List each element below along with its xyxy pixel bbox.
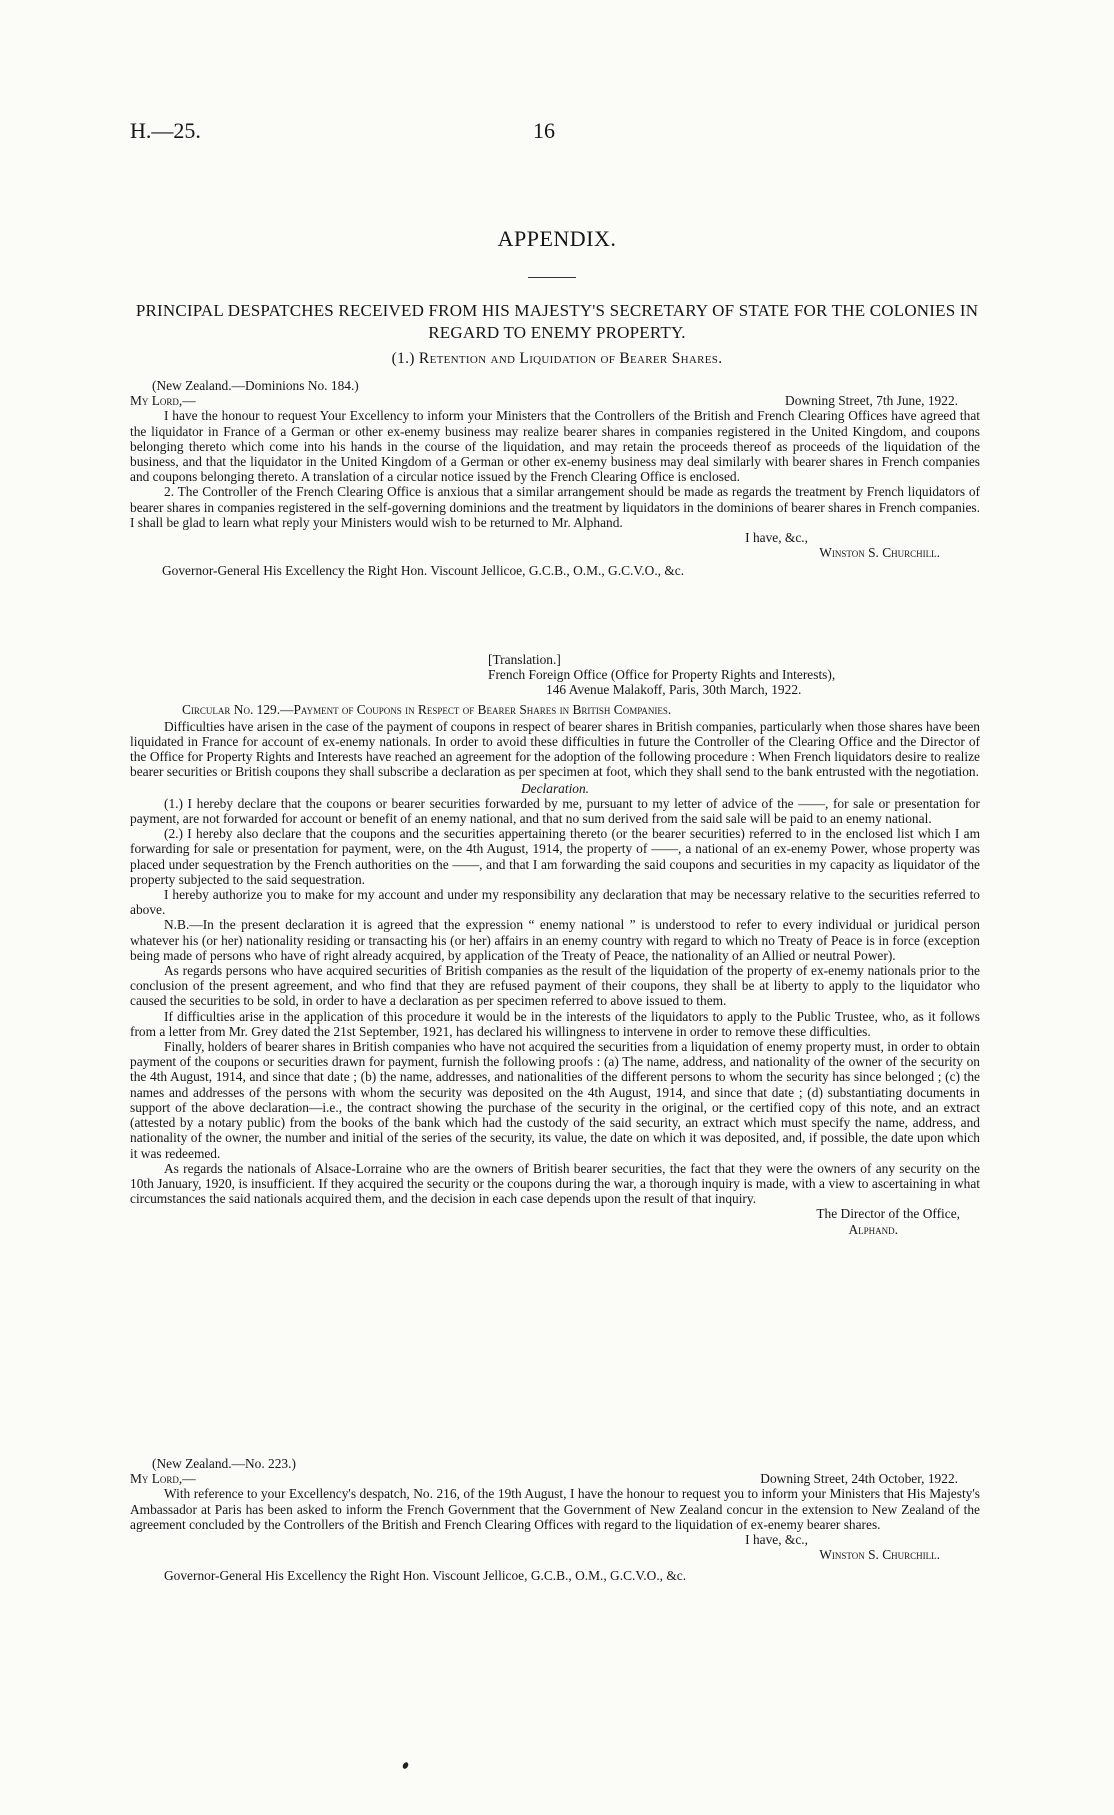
translation-office: French Foreign Office (Office for Property Rights and Interests),	[488, 667, 836, 683]
declaration-paragraph: I hereby authorize you to make for my account and under my responsibility any declaration that may be necessary relative to the securities referred to above.	[130, 887, 980, 918]
section-subheading: (1.) Retention and Liquidation of Bearer Shares.	[391, 350, 723, 367]
despatch-2-salutation: My Lord,—	[130, 1471, 196, 1487]
circular-signoff-title: The Director of the Office,	[816, 1206, 960, 1222]
despatch-1	[130, 378, 980, 579]
despatch-2-signature: Winston S. Churchill.	[819, 1547, 940, 1563]
despatch-1-closing: I have, &c.,	[745, 530, 808, 546]
translation-address: 146 Avenue Malakoff, Paris, 30th March, 1922.	[546, 682, 802, 698]
declaration-paragraph: (2.) I hereby also declare that the coupons and the securities appertaining thereto (or the bearer securities) referred to in the enclosed list which I am forwarding for sale or presentation for payment, were, on the 4th August, 1914, the property of ——, a national of an ex-enemy Power, whose property was placed under sequestration by the French authorities on the ——, and that I am forwarding the said coupons and securities in my capacity as liquidator of the property subjected to the said sequestration.	[130, 826, 980, 887]
translation-label: [Translation.]	[488, 652, 561, 667]
circular-signoff-name: Alphand.	[848, 1221, 898, 1237]
circular-paragraph: As regards persons who have acquired securities of British companies as the result of the liquidation of the property of ex-enemy nationals prior to the conclusion of the present agreement, and who find that they are refused payment of their coupons, they shall be at liberty to apply to the liquidator who caused the securities to be sold, in order to have a declaration as per specimen referred to above issued to them.	[130, 963, 980, 1009]
declaration-paragraph: N.B.—In the present declaration it is agreed that the expression “ enemy national ” is understood to refer to every individual or juridical person whatever his (or her) nationality residing or transacting his (or her) affairs in an enemy country with regard to which no Treaty of Peace is in force (exception being made of persons who have of right already acquired, by application of the Treaty of Peace, the nationality of an Allied or neutral Power).	[130, 917, 980, 963]
despatch-1-ref: (New Zealand.—Dominions No. 184.)	[152, 378, 359, 393]
section-heading: PRINCIPAL DESPATCHES RECEIVED FROM HIS MAJESTY'S SECRETARY OF STATE FOR THE COLONIES IN REGARD TO ENEMY PROPERTY.	[135, 301, 979, 342]
declaration-paragraph: (1.) I hereby declare that the coupons or bearer securities forwarded by me, pursuant to my letter of advice of the ——, for sale or presentation for payment, are not forwarded for account or benefit of an enemy national, and that no sum derived from the said sale will be paid to an enemy national.	[130, 795, 980, 827]
circular-intro: Difficulties have arisen in the case of the payment of coupons in respect of bearer shares in British companies, particularly when those shares have been liquidated in France for account of ex-enemy nationals. In order to avoid these difficulties in future the Controller of the Clearing Office and the Director of the Office for Property Rights and Interests have reached an agreement for the adoption of the following procedure : When French liquidators desire to realize bearer securities or British coupons they shall subscribe a declaration as per specimen at foot, which they shall send to the bank entrusted with the negotiation.	[130, 718, 980, 780]
despatch-2-salutation-row	[130, 1471, 980, 1486]
circular-paragraph: As regards the nationals of Alsace-Lorraine who are the owners of British bearer securities, the fact that they were the owners of any security on the 10th January, 1920, is insufficient. If they acquired the security or the coupons during the war, a thorough inquiry is made, with a view to ascertaining in what circumstances the said nationals acquired them, and the decision in each case depends upon the result of that inquiry.	[130, 1160, 980, 1207]
declaration-title: Declaration.	[520, 780, 590, 796]
ink-mark	[402, 1761, 410, 1770]
despatch-1-paragraph: I have the honour to request Your Excellency to inform your Ministers that the Controllers of the British and French Clearing Offices have agreed that the liquidator in France of a German or other ex-enemy business may realize bearer shares in companies registered in the United Kingdom, and coupons belonging thereto which come into his hands in the course of the liquidation, and may retain the proceeds thereof as proceeds of the liquidation of the business, and that the liquidator in the United Kingdom of a German or other ex-enemy business may deal similarly with bearer shares in French companies and coupons belonging thereto. A translation of a circular notice issued by the French Clearing Office is enclosed.	[130, 408, 980, 485]
despatch-2-place-date: Downing Street, 24th October, 1922.	[760, 1471, 958, 1487]
despatch-1-paragraph: 2. The Controller of the French Clearing Office is anxious that a similar arrangement should be made as regards the treatment by French liquidators of bearer shares in companies registered in the self-governing dominions and the treatment by liquidators in the dominions of bearer shares in French companies. I shall be glad to learn what reply your Ministers would wish to be returned to Mr. Alphand.	[130, 484, 980, 530]
page-number: 16	[533, 118, 555, 143]
despatch-1-place-date: Downing Street, 7th June, 1922.	[785, 393, 958, 409]
despatch-1-signature: Winston S. Churchill.	[819, 545, 940, 561]
document-code: H.—25.	[130, 118, 201, 143]
circular-paragraph: If difficulties arise in the application of this procedure it would be in the interests of the liquidators to apply to the Public Trustee, who, as it follows from a letter from Mr. Grey dated the 21st September, 1921, has declared his willingness to intervene in order to remove these difficulties.	[130, 1008, 980, 1039]
despatch-2	[130, 1456, 980, 1584]
circular-title: Circular No. 129.—Payment of Coupons in Respect of Bearer Shares in British Companies.	[182, 701, 672, 717]
despatch-1-salutation-row	[130, 393, 980, 408]
despatch-2-ref: (New Zealand.—No. 223.)	[152, 1456, 296, 1471]
page-title: APPENDIX.	[497, 226, 617, 251]
despatch-2-closing: I have, &c.,	[745, 1532, 808, 1548]
despatch-2-addressee: Governor-General His Excellency the Right Hon. Viscount Jellicoe, G.C.B., O.M., G.C.V.O., &c.	[164, 1568, 687, 1584]
circular-paragraph: Finally, holders of bearer shares in British companies who have not acquired the securities from a liquidation of enemy property must, in order to obtain payment of the coupons or securities drawn for payment, furnish the following proofs : (a) The name, address, and nationality of the owner of the security on the 4th August, 1914, and since that date ; (b) the name, addresses, and nationalities of the different persons to whom the security has since belonged ; (c) the names and addresses of the persons with whom the security was deposited on the 4th August, 1914, and since that date ; (d) substantiating documents in support of the above declaration—i.e., the contract showing the purchase of the security in the original, or the certified copy of this note, and an extract (attested by a notary public) from the books of the bank which had the custody of the said security, an extract which must specify the name, address, and nationality of the owner, the number and initial of the series of the security, its value, the date on which it was deposited, and, if possible, the date upon which it was redeemed.	[130, 1039, 980, 1161]
title-rule	[528, 277, 576, 278]
despatch-1-addressee: Governor-General His Excellency the Right Hon. Viscount Jellicoe, G.C.B., O.M., G.C.V.O., &c.	[162, 563, 685, 579]
despatch-2-paragraph: With reference to your Excellency's despatch, No. 216, of the 19th August, I have the honour to request you to inform your Ministers that His Majesty's Ambassador at Paris has been asked to inform the French Government that the Government of New Zealand concur in the extension to New Zealand of the agreement concluded by the Controllers of the British and French Clearing Offices with regard to the liquidation of ex-enemy bearer shares.	[130, 1486, 980, 1532]
translation-block	[130, 652, 980, 1237]
despatch-1-salutation: My Lord,—	[130, 393, 196, 409]
